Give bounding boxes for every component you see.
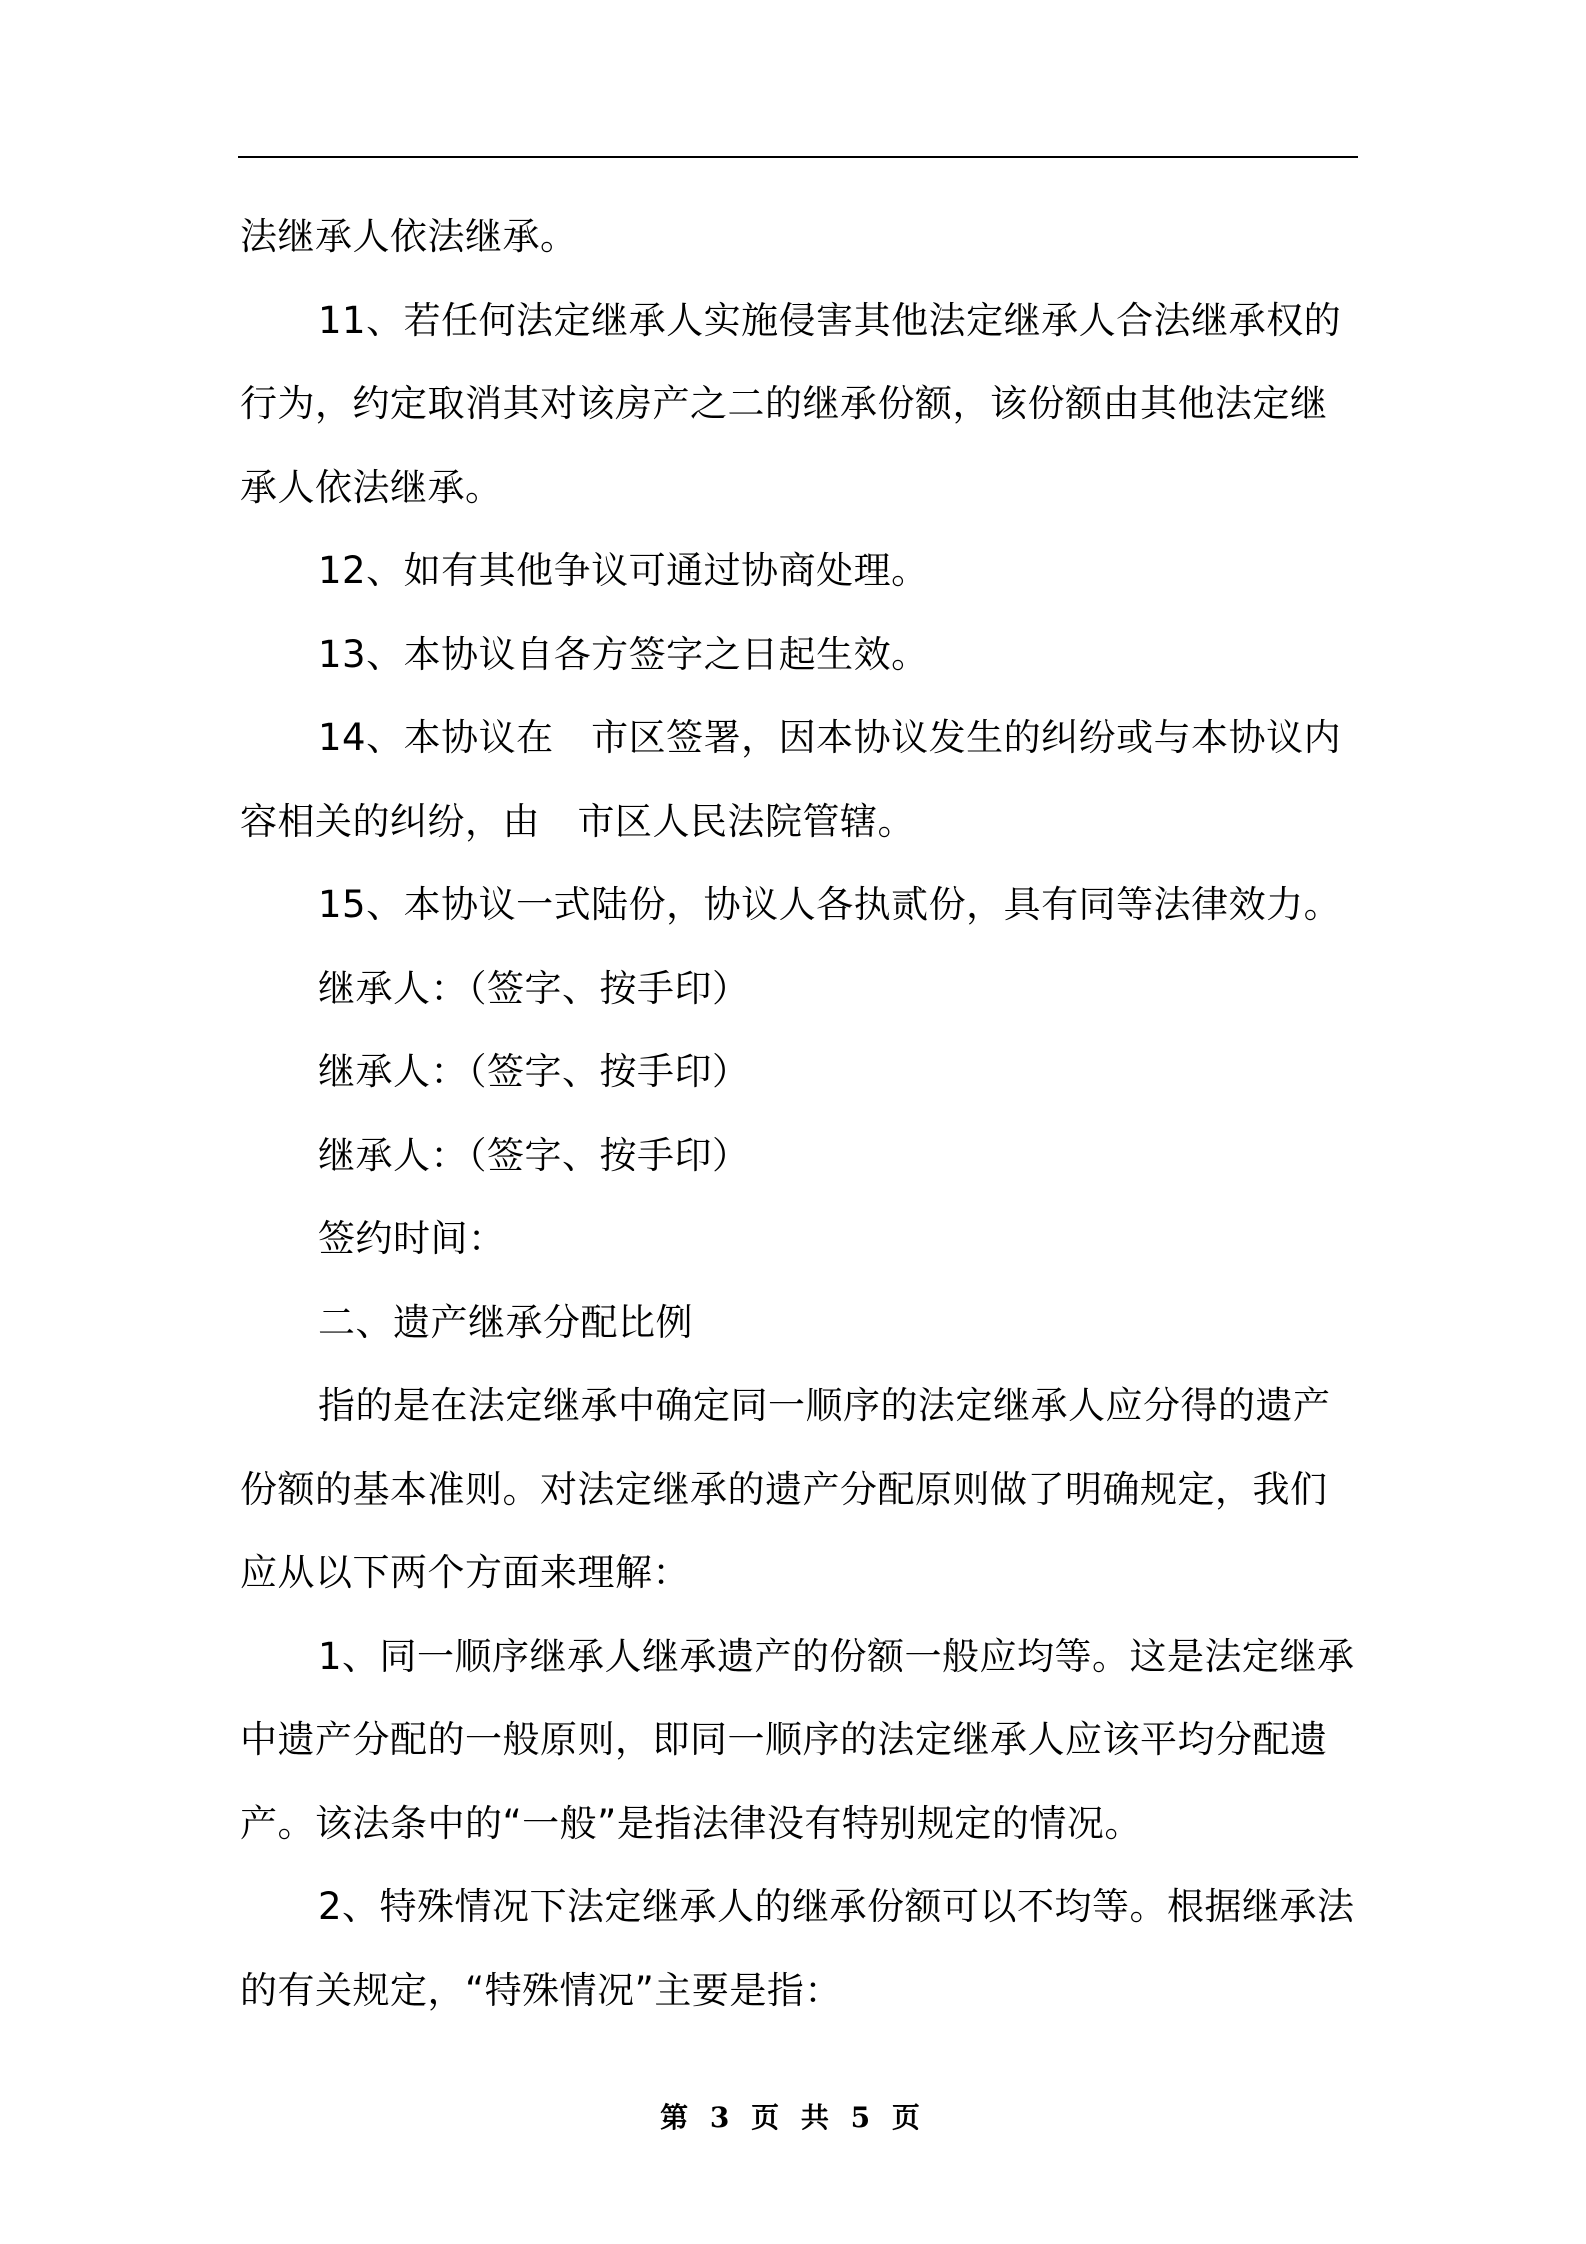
- signature-line: 继承人：（签字、按手印）: [318, 1133, 750, 1177]
- signature-line: 继承人：（签字、按手印）: [318, 1050, 750, 1093]
- paragraph: 法继承人依法继承。: [240, 215, 578, 258]
- paragraph: 12、如有其他争议可通过协商处理。: [318, 549, 929, 592]
- page-number-footer: 第 3 页 共 5 页: [660, 2101, 926, 2134]
- document-body: [240, 195, 1360, 2032]
- paragraph: 15、本协议一式陆份，协议人各执贰份，具有同等法律效力。: [318, 883, 1342, 926]
- paragraph: 指的是在法定继承中确定同一顺序的法定继承人应分得的遗产份额的基本准则。对法定继承的遗产分配原则做了明确规定，我们应从以下两个方面来理解：: [240, 1384, 1331, 1594]
- paragraph: 1、同一顺序继承人继承遗产的份额一般应均等。这是法定继承中遗产分配的一般原则，即同一顺序的法定继承人应该平均分配遗产。该法条中的“一般”是指法律没有特别规定的情况。: [240, 1634, 1355, 1845]
- signing-date-line: 签约时间：: [318, 1217, 506, 1260]
- paragraph: 11、若任何法定继承人实施侵害其他法定继承人合法继承权的行为，约定取消其对该房产之二的继承份额，该份额由其他法定继承人依法继承。: [240, 298, 1342, 509]
- paragraph: 2、特殊情况下法定继承人的继承份额可以不均等。根据继承法的有关规定，“特殊情况”主要是指：: [240, 1885, 1355, 2012]
- signature-line: 继承人：（签字、按手印）: [318, 966, 750, 1010]
- section-heading: 二、遗产继承分配比例: [318, 1300, 693, 1344]
- header-rule: [238, 156, 1358, 158]
- paragraph: 14、本协议在 市区签署，因本协议发生的纠纷或与本协议内容相关的纠纷，由 市区人民法院管辖。: [240, 716, 1342, 843]
- paragraph: 13、本协议自各方签字之日起生效。: [318, 632, 929, 676]
